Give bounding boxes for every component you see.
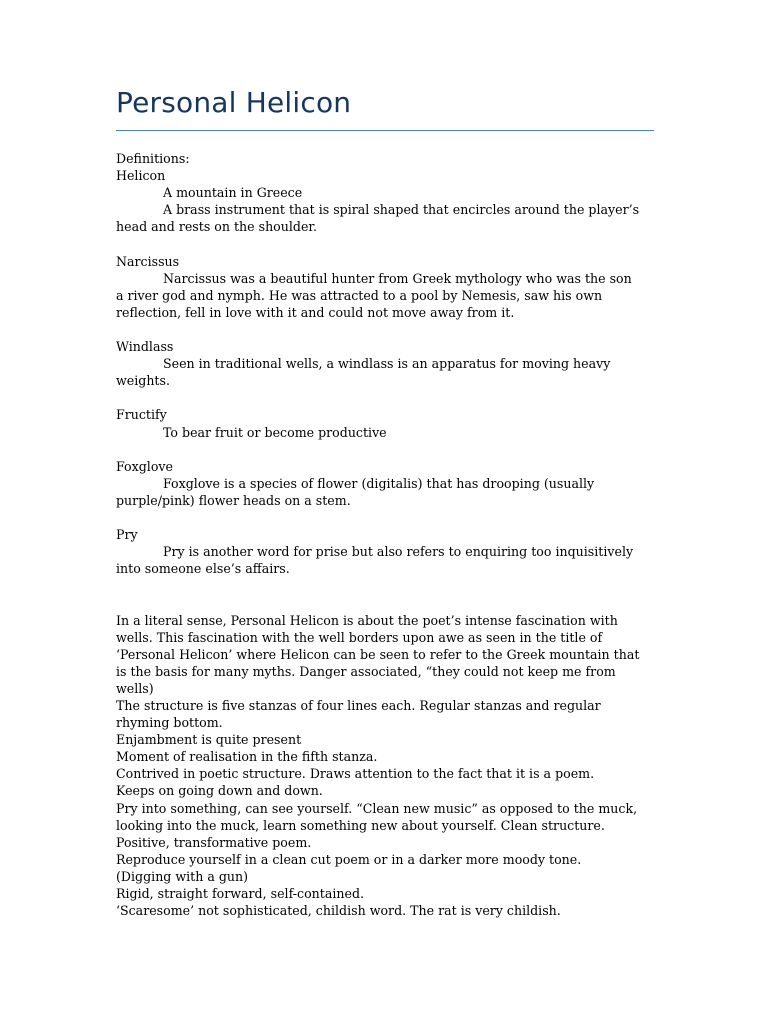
definition-entry bbox=[116, 338, 656, 389]
analysis-line: ‘Scaresome’ not sophisticated, childish word. The rat is very childish. bbox=[116, 903, 561, 919]
analysis-line: wells) bbox=[116, 680, 154, 696]
definition-entry bbox=[116, 253, 656, 321]
paragraph-spacer bbox=[116, 509, 656, 526]
definition-text: reflection, fell in love with it and could not move away from it. bbox=[116, 304, 515, 320]
analysis-line: Enjambment is quite present bbox=[116, 732, 302, 748]
analysis-line: The structure is five stanzas of four lines each. Regular stanzas and regular bbox=[116, 698, 601, 713]
document-body bbox=[116, 150, 656, 919]
definition-text: Narcissus was a beautiful hunter from Greek mythology who was the son bbox=[163, 270, 632, 286]
paragraph-spacer bbox=[116, 235, 656, 252]
definition-text: head and rests on the shoulder. bbox=[116, 219, 318, 235]
analysis-line: In a literal sense, Personal Helicon is about the poet’s intense fascination with bbox=[116, 612, 618, 628]
definition-entry bbox=[116, 458, 656, 509]
definition-term: Helicon bbox=[116, 168, 166, 184]
analysis-line: Positive, transformative poem. bbox=[116, 834, 312, 850]
definition-entry bbox=[116, 526, 656, 577]
analysis-section bbox=[116, 612, 656, 920]
definitions-list bbox=[116, 167, 656, 577]
definition-term: Foxglove bbox=[116, 458, 173, 474]
analysis-line: is the basis for many myths. Danger associated, “they could not keep me from bbox=[116, 663, 616, 679]
definition-term: Pry bbox=[116, 527, 138, 543]
definition-text: purple/pink) flower heads on a stem. bbox=[116, 492, 351, 508]
analysis-line: Reproduce yourself in a clean cut poem or in a darker more moody tone. bbox=[116, 851, 582, 867]
definition-text: A mountain in Greece bbox=[163, 185, 303, 201]
paragraph-spacer bbox=[116, 389, 656, 406]
definition-term: Fructify bbox=[116, 407, 167, 423]
analysis-line: Contrived in poetic structure. Draws attention to the fact that it is a poem. bbox=[116, 766, 595, 782]
definition-text: Foxglove is a species of flower (digitalis) that has drooping (usually bbox=[163, 475, 595, 491]
paragraph-spacer bbox=[116, 321, 656, 338]
analysis-line: looking into the muck, learn something new about yourself. Clean structure. bbox=[116, 817, 605, 833]
title-underline bbox=[116, 130, 654, 131]
definition-term: Windlass bbox=[116, 339, 174, 355]
definitions-heading: Definitions: bbox=[116, 151, 190, 166]
definition-entry bbox=[116, 167, 656, 235]
definition-text: into someone else’s affairs. bbox=[116, 561, 290, 577]
definition-text: To bear fruit or become productive bbox=[163, 424, 387, 440]
analysis-line: Moment of realisation in the fifth stanza. bbox=[116, 749, 378, 765]
definition-text: Pry is another word for prise but also refers to enquiring too inquisitively bbox=[163, 544, 634, 560]
analysis-line: (Digging with a gun) bbox=[116, 868, 249, 884]
analysis-line: wells. This fascination with the well borders upon awe as seen in the title of bbox=[116, 629, 603, 645]
definition-entry bbox=[116, 406, 656, 440]
definition-text: weights. bbox=[116, 373, 170, 389]
analysis-line: Pry into something, can see yourself. “Clean new music” as opposed to the muck, bbox=[116, 800, 638, 816]
page-title: Personal Helicon bbox=[116, 86, 352, 119]
paragraph-spacer bbox=[116, 441, 656, 458]
analysis-line: ‘Personal Helicon’ where Helicon can be seen to refer to the Greek mountain that bbox=[116, 646, 640, 662]
definition-term: Narcissus bbox=[116, 253, 180, 269]
definition-text: A brass instrument that is spiral shaped that encircles around the player’s bbox=[163, 202, 640, 218]
definition-text: a river god and nymph. He was attracted to a pool by Nemesis, saw his own bbox=[116, 287, 603, 303]
analysis-line: rhyming bottom. bbox=[116, 715, 223, 731]
analysis-line: Keeps on going down and down. bbox=[116, 783, 323, 799]
section-spacer bbox=[116, 577, 656, 611]
definition-text: Seen in traditional wells, a windlass is an apparatus for moving heavy bbox=[163, 356, 611, 372]
analysis-line: Rigid, straight forward, self-contained. bbox=[116, 886, 365, 902]
